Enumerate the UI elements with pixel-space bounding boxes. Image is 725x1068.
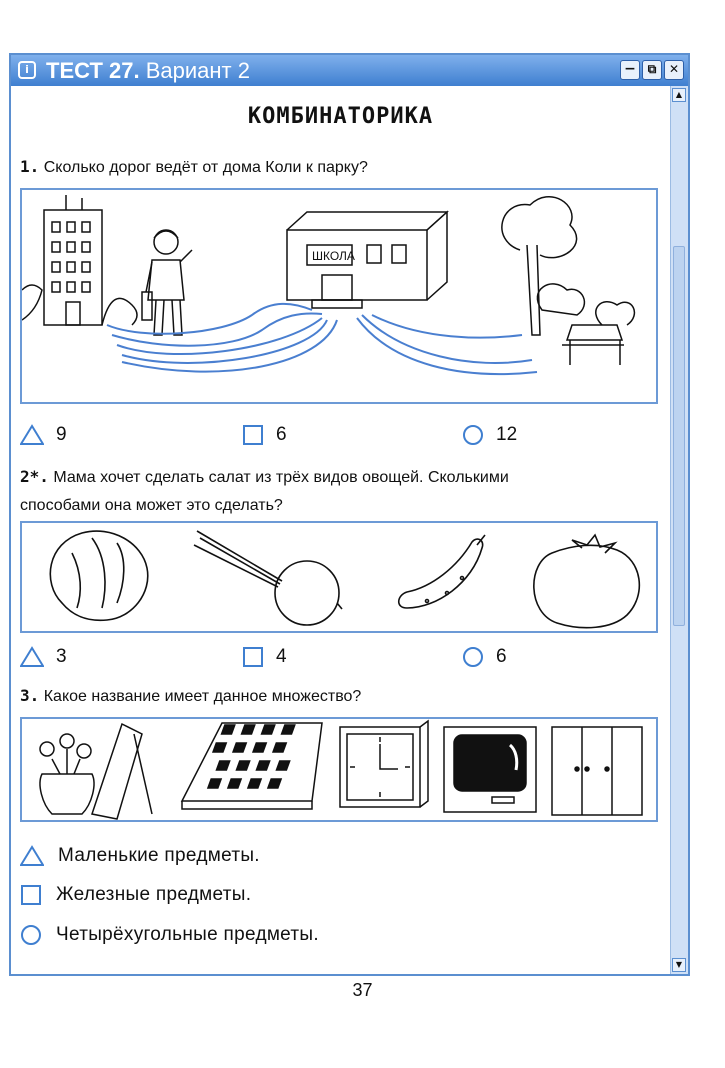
question-2-line-1: Мама хочет сделать салат из трёх видов овощей. Сколькими <box>53 469 509 486</box>
page-title: КОМБИНАТОРИКА <box>247 104 434 129</box>
variant-label: Вариант 2 <box>139 58 250 83</box>
info-icon: i <box>18 61 36 79</box>
cabbage-icon <box>50 531 147 620</box>
q3-answer-b[interactable] <box>20 884 251 906</box>
restore-button[interactable]: ⧉ <box>642 60 662 80</box>
close-button[interactable]: ✕ <box>664 60 684 80</box>
q2-option-b[interactable] <box>242 646 287 668</box>
q3-answer-c-label: Четырёхугольные предметы. <box>56 924 319 945</box>
question-3 <box>20 682 361 711</box>
q1-option-a-label: 9 <box>56 424 67 445</box>
q1-option-c[interactable] <box>462 424 517 446</box>
square-icon <box>20 884 42 906</box>
objects-picture <box>20 717 658 822</box>
circle-icon <box>462 646 484 668</box>
triangle-icon <box>20 646 44 668</box>
square-icon <box>242 646 264 668</box>
scroll-up-icon[interactable]: ▲ <box>672 88 686 102</box>
window-controls <box>620 60 684 80</box>
q3-answer-a-label: Маленькие предметы. <box>58 845 260 866</box>
cucumber-icon <box>399 535 485 608</box>
school-sign: ШКОЛА <box>312 249 355 263</box>
park-icon <box>502 197 635 365</box>
q2-option-c[interactable] <box>462 646 507 668</box>
q1-option-c-label: 12 <box>496 424 518 445</box>
q2-option-c-label: 6 <box>496 646 507 667</box>
circle-icon <box>20 924 42 946</box>
onion-icon <box>194 531 342 625</box>
house-icon <box>22 195 137 325</box>
q1-option-b[interactable] <box>242 424 287 446</box>
q1-option-b-label: 6 <box>276 424 287 445</box>
scroll-down-icon[interactable]: ▼ <box>672 958 686 972</box>
test-number: ТЕСТ 27. <box>46 58 140 83</box>
triangle-icon <box>20 424 44 446</box>
vegetables-illustration <box>22 523 656 631</box>
tv-icon <box>444 727 536 812</box>
question-1-text: Сколько дорог ведёт от дома Коли к парку? <box>43 159 368 176</box>
q3-answer-a[interactable] <box>20 845 260 867</box>
scroll-thumb[interactable] <box>673 246 685 626</box>
q2-option-a-label: 3 <box>56 646 67 667</box>
question-1 <box>20 153 368 182</box>
title-bar <box>11 55 688 86</box>
minimize-button[interactable]: − <box>620 60 640 80</box>
objects-illustration <box>22 719 656 820</box>
road-lines <box>107 304 537 374</box>
q1-option-a[interactable] <box>20 424 67 446</box>
wardrobe-icon <box>552 727 642 815</box>
q2-option-b-label: 4 <box>276 646 287 667</box>
chessboard-icon <box>182 723 322 809</box>
page-number: 37 <box>352 980 373 1000</box>
q2-option-a[interactable] <box>20 646 67 668</box>
vegetables-picture <box>20 521 658 633</box>
school-icon <box>287 212 447 308</box>
tomato-icon <box>534 535 640 628</box>
question-3-text: Какое название имеет данное множество? <box>43 688 362 705</box>
window-title <box>46 58 250 84</box>
question-1-number: 1. <box>20 157 40 176</box>
question-2-number: 2*. <box>20 467 49 486</box>
vertical-scrollbar[interactable] <box>670 86 688 974</box>
question-3-number: 3. <box>20 686 40 705</box>
question-2-line-2: способами она может это сделать? <box>20 497 283 514</box>
circle-icon <box>462 424 484 446</box>
question-2 <box>20 463 660 520</box>
square-icon <box>242 424 264 446</box>
roads-illustration <box>22 190 656 402</box>
roads-picture <box>20 188 658 404</box>
boy-icon <box>142 230 192 335</box>
flower-vase-icon <box>40 724 152 819</box>
q3-answer-c[interactable] <box>20 924 319 946</box>
q3-answer-b-label: Железные предметы. <box>56 884 252 905</box>
clock-icon <box>340 721 428 807</box>
triangle-icon <box>20 845 44 867</box>
